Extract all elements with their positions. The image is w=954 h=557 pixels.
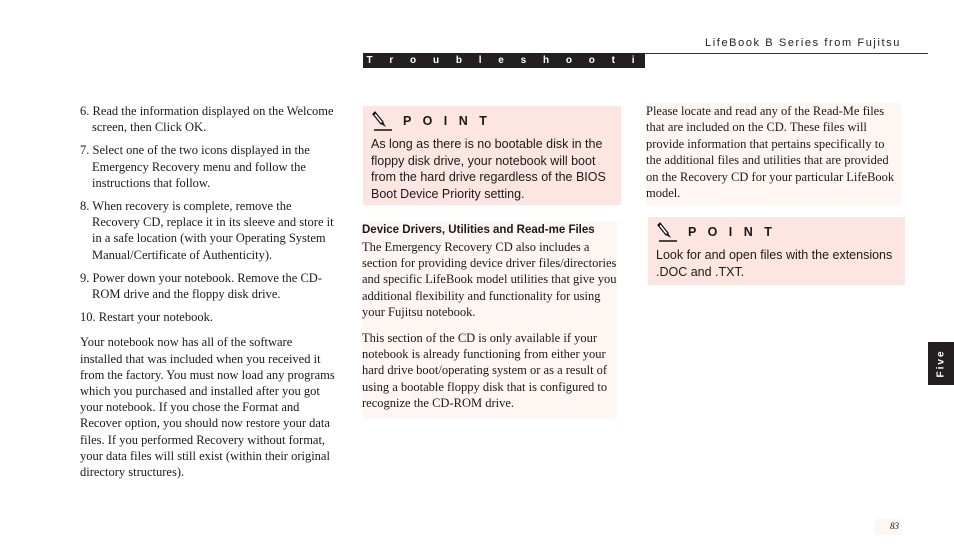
chapter-tab-label: Five — [935, 349, 947, 378]
column-right — [646, 103, 901, 205]
section-title-bar: T r o u b l e s h o o t i n g — [363, 53, 645, 68]
list-item: 9. Power down your notebook. Remove the CD-ROM drive and the floppy disk drive. — [80, 270, 322, 302]
list-item: 8. When recovery is complete, remove the Recovery CD, replace it in its sleeve and store it in a safe location (with your Operating System Manual/Certificate of Authenticity). — [80, 199, 334, 262]
point-note-extensions — [648, 217, 905, 285]
recovery-summary-paragraph: Your notebook now has all of the software installed that was included when you received it from the factory. You must now load any programs which you purchased and installed after you got your notebook. If you chose the Format and Recover option, you should now restore your data files. If you performed Recovery without format, your data files will still exist (within their original directory structures). — [80, 335, 335, 480]
list-item: 6. Read the information displayed on the Welcome screen, then Click OK. — [80, 104, 334, 135]
column-left — [80, 103, 337, 480]
drivers-paragraph: The Emergency Recovery CD also includes a section for providing device driver files/directories and specific LifeBook model utilities that give you additional flexibility and functionality for using your Fujitsu notebook. — [362, 240, 617, 319]
point-label: P O I N T — [688, 225, 776, 239]
availability-paragraph: This section of the CD is only available if your notebook is already functioning from either your hard drive boot/operating system or as a result of using a bootable floppy disk that is configured to recognize the CD-ROM drive. — [362, 331, 608, 410]
list-item: 10. Restart your notebook. — [80, 310, 213, 325]
list-item: 7. Select one of the two icons displayed in the Emergency Recovery menu and follow the instructions that follow. — [80, 143, 310, 190]
chapter-tab — [928, 342, 954, 385]
point-text: As long as there is no bootable disk in the floppy disk drive, your notebook will boot from the hard drive regardless of the BIOS Boot Device Priority setting. — [371, 137, 606, 201]
pencil-icon — [656, 221, 678, 243]
point-note-boot — [363, 106, 621, 205]
pencil-icon — [371, 110, 393, 132]
page-number: 83 — [875, 519, 902, 535]
point-text: Look for and open files with the extensions .DOC and .TXT. — [656, 248, 893, 279]
point-label: P O I N T — [403, 114, 491, 128]
header-rule — [645, 53, 928, 54]
recovery-steps-list — [80, 103, 337, 325]
column-middle — [362, 222, 617, 419]
running-title: LifeBook B Series from Fujitsu — [705, 37, 901, 49]
readme-paragraph: Please locate and read any of the Read-Me files that are included on the CD. These files will provide information that pertains specifically to the additional files and utilities that are provided on the Recovery CD for your particular LifeBook model. — [646, 104, 895, 201]
section-heading: Device Drivers, Utilities and Read-me Files — [362, 224, 595, 236]
